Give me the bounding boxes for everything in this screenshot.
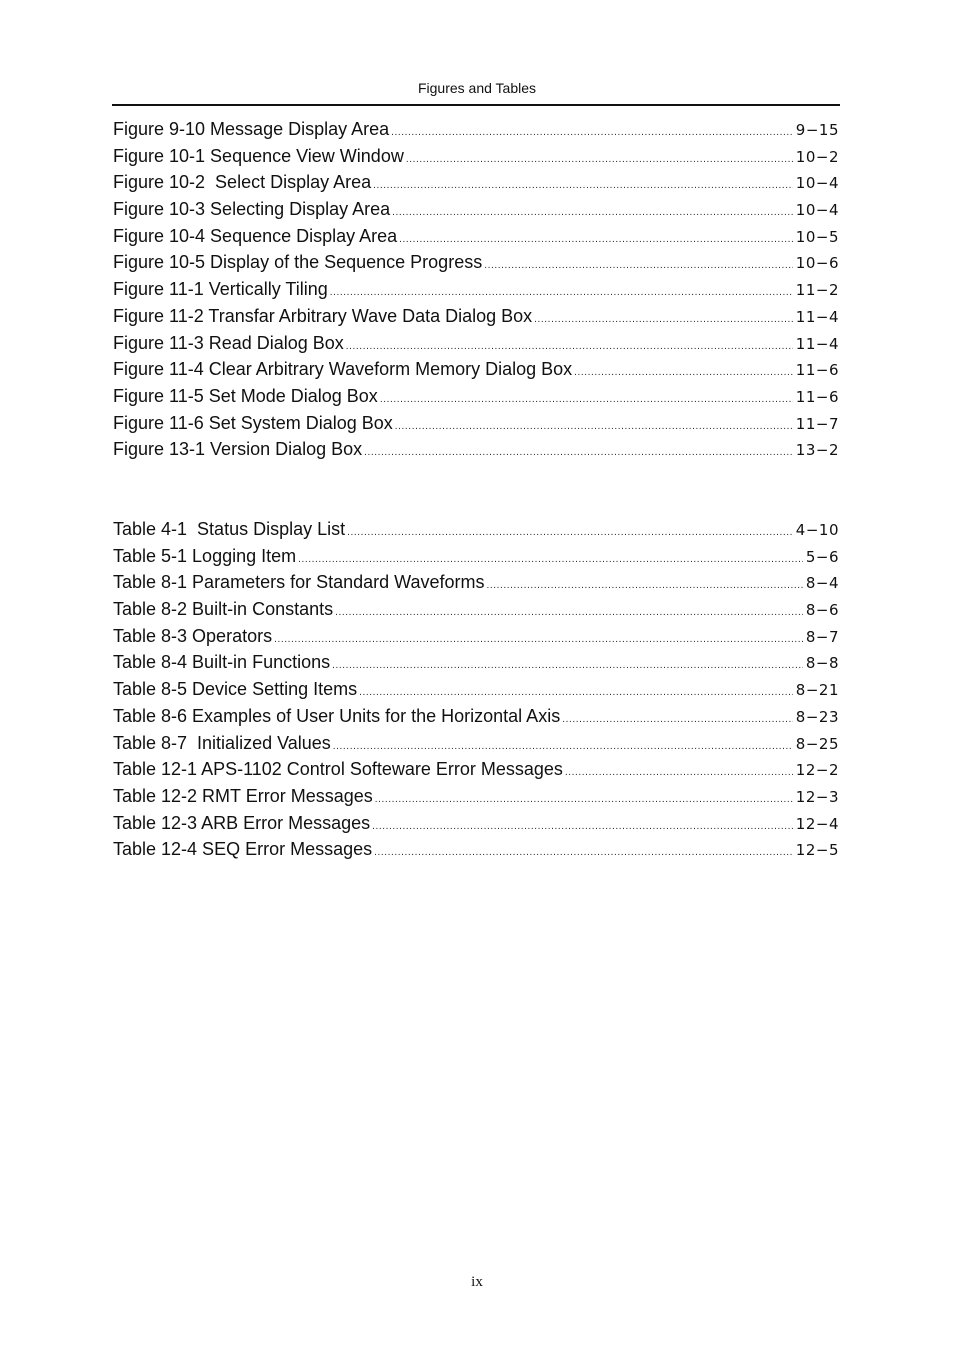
toc-entry[interactable] xyxy=(113,516,839,543)
toc-entry-title: Figure 10-4 Sequence Display Area xyxy=(113,225,398,246)
dot-leader xyxy=(375,787,793,814)
toc-entry-page: 9−15 xyxy=(795,121,839,139)
dot-leader xyxy=(373,173,793,200)
toc-entry[interactable] xyxy=(113,703,839,730)
toc-entry-page: 12−2 xyxy=(795,761,839,780)
toc-entry[interactable] xyxy=(113,810,839,837)
toc-entry-title: Table 12-4 SEQ Error Messages xyxy=(113,839,373,860)
dot-leader xyxy=(565,760,793,787)
toc-entry-title: Table 12-2 RMT Error Messages xyxy=(113,785,373,806)
toc-entry-page: 10−5 xyxy=(795,227,839,246)
toc-entry-title: Figure 13-1 Version Dialog Box xyxy=(113,439,363,460)
toc-entry-page: 8−8 xyxy=(805,654,839,673)
toc-entry-title: Table 4-1 Status Display List xyxy=(113,519,346,539)
toc-entry-page: 12−3 xyxy=(795,787,839,806)
toc-entry-page: 4−10 xyxy=(795,521,839,539)
toc-entry-page: 10−4 xyxy=(795,174,839,193)
toc-entry-page: 8−4 xyxy=(805,574,839,593)
toc-entry-page: 10−6 xyxy=(795,254,839,273)
dot-leader xyxy=(364,440,793,467)
toc-entry-page: 13−2 xyxy=(795,441,839,460)
toc-entry[interactable] xyxy=(113,330,839,357)
toc-entry-page: 11−6 xyxy=(795,361,839,380)
toc-entry-title: Table 12-3 ARB Error Messages xyxy=(113,812,371,833)
toc-entry-page: 12−4 xyxy=(795,814,839,833)
dot-leader xyxy=(574,360,793,387)
dot-leader xyxy=(335,600,803,627)
dot-leader xyxy=(487,573,803,600)
toc-entry-page: 12−5 xyxy=(795,841,839,860)
toc-entry[interactable] xyxy=(113,383,839,410)
dot-leader xyxy=(392,200,793,227)
dot-leader xyxy=(395,414,793,441)
toc-entry-title: Table 8-1 Parameters for Standard Waveforms xyxy=(113,572,485,593)
toc-entry-title: Table 8-5 Device Setting Items xyxy=(113,679,358,700)
toc-entry-title: Figure 10-3 Selecting Display Area xyxy=(113,199,391,220)
toc-entry-title: Figure 9-10 Message Display Area xyxy=(113,119,390,139)
dot-leader xyxy=(372,814,793,841)
toc-entry[interactable] xyxy=(113,623,839,650)
toc-entry-page: 11−4 xyxy=(795,334,839,353)
toc-entry-page: 11−6 xyxy=(795,387,839,406)
dot-leader xyxy=(562,707,793,734)
toc-entry[interactable] xyxy=(113,596,839,623)
toc-entry[interactable] xyxy=(113,436,839,463)
toc-entry-title: Figure 10-5 Display of the Sequence Progress xyxy=(113,252,483,273)
header-rule xyxy=(112,104,840,106)
toc-entry-page: 11−2 xyxy=(795,281,839,300)
toc-entry-title: Figure 11-6 Set System Dialog Box xyxy=(113,412,393,433)
dot-leader xyxy=(534,307,793,334)
toc-entry-title: Table 8-2 Built-in Constants xyxy=(113,599,334,620)
toc-entry-page: 5−6 xyxy=(805,547,839,566)
toc-entry-page: 8−21 xyxy=(795,681,839,700)
toc-entry-page: 11−7 xyxy=(795,414,839,433)
toc-entry-page: 8−25 xyxy=(795,734,839,753)
toc-entry-title: Table 8-4 Built-in Functions xyxy=(113,652,331,673)
dot-leader xyxy=(391,120,793,147)
toc-entry-page: 10−4 xyxy=(795,201,839,220)
toc-entry-title: Table 12-1 APS-1102 Control Softeware Error Messages xyxy=(113,759,563,780)
toc-entry[interactable] xyxy=(113,303,839,330)
dot-leader xyxy=(380,387,793,414)
toc-entry-page: 11−4 xyxy=(795,307,839,326)
toc-entry[interactable] xyxy=(113,730,839,757)
header-title: Figures and Tables xyxy=(417,80,537,96)
toc-entry-title: Figure 10-2 Select Display Area xyxy=(113,172,372,193)
toc-entry[interactable] xyxy=(113,649,839,676)
page-number: ix xyxy=(471,1274,483,1290)
toc-entry[interactable] xyxy=(113,223,839,250)
toc-entry[interactable] xyxy=(113,143,839,170)
toc-entry[interactable] xyxy=(113,196,839,223)
toc-entry[interactable] xyxy=(113,543,839,570)
toc-entry-title: Table 8-3 Operators xyxy=(113,625,273,646)
toc-entry[interactable] xyxy=(113,249,839,276)
dot-leader xyxy=(274,627,803,654)
figures-list xyxy=(113,116,839,463)
toc-entry-page: 8−7 xyxy=(805,627,839,646)
dot-leader xyxy=(484,253,793,280)
dot-leader xyxy=(406,147,793,174)
dot-leader xyxy=(374,840,793,867)
toc-entry-page: 10−2 xyxy=(795,147,839,166)
toc-entry[interactable] xyxy=(113,276,839,303)
toc-entry[interactable] xyxy=(113,356,839,383)
toc-entry-page: 8−6 xyxy=(805,601,839,620)
toc-entry[interactable] xyxy=(113,116,839,143)
dot-leader xyxy=(332,653,803,680)
toc-entry[interactable] xyxy=(113,783,839,810)
toc-entry-title: Figure 10-1 Sequence View Window xyxy=(113,145,404,166)
toc-entry-title: Table 8-6 Examples of User Units for the Horizontal Axis xyxy=(113,705,561,726)
dot-leader xyxy=(347,520,793,547)
toc-entry[interactable] xyxy=(113,169,839,196)
toc-entry[interactable] xyxy=(113,676,839,703)
toc-entry-title: Figure 11-4 Clear Arbitrary Waveform Memory Dialog Box xyxy=(113,359,573,380)
toc-entry-title: Figure 11-5 Set Mode Dialog Box xyxy=(113,385,378,406)
toc-entry-title: Figure 11-2 Transfar Arbitrary Wave Data Dialog Box xyxy=(113,305,533,326)
toc-entry-title: Table 8-7 Initialized Values xyxy=(113,732,331,753)
toc-entry[interactable] xyxy=(113,836,839,863)
toc-entry[interactable] xyxy=(113,569,839,596)
toc-entry-title: Table 5-1 Logging Item xyxy=(113,545,297,566)
toc-entry-page: 8−23 xyxy=(795,707,839,726)
tables-list xyxy=(113,516,839,863)
toc-entry-title: Figure 11-1 Vertically Tiling xyxy=(113,279,328,300)
toc-entry[interactable] xyxy=(113,410,839,437)
toc-entry[interactable] xyxy=(113,756,839,783)
toc-entry-title: Figure 11-3 Read Dialog Box xyxy=(113,332,344,353)
